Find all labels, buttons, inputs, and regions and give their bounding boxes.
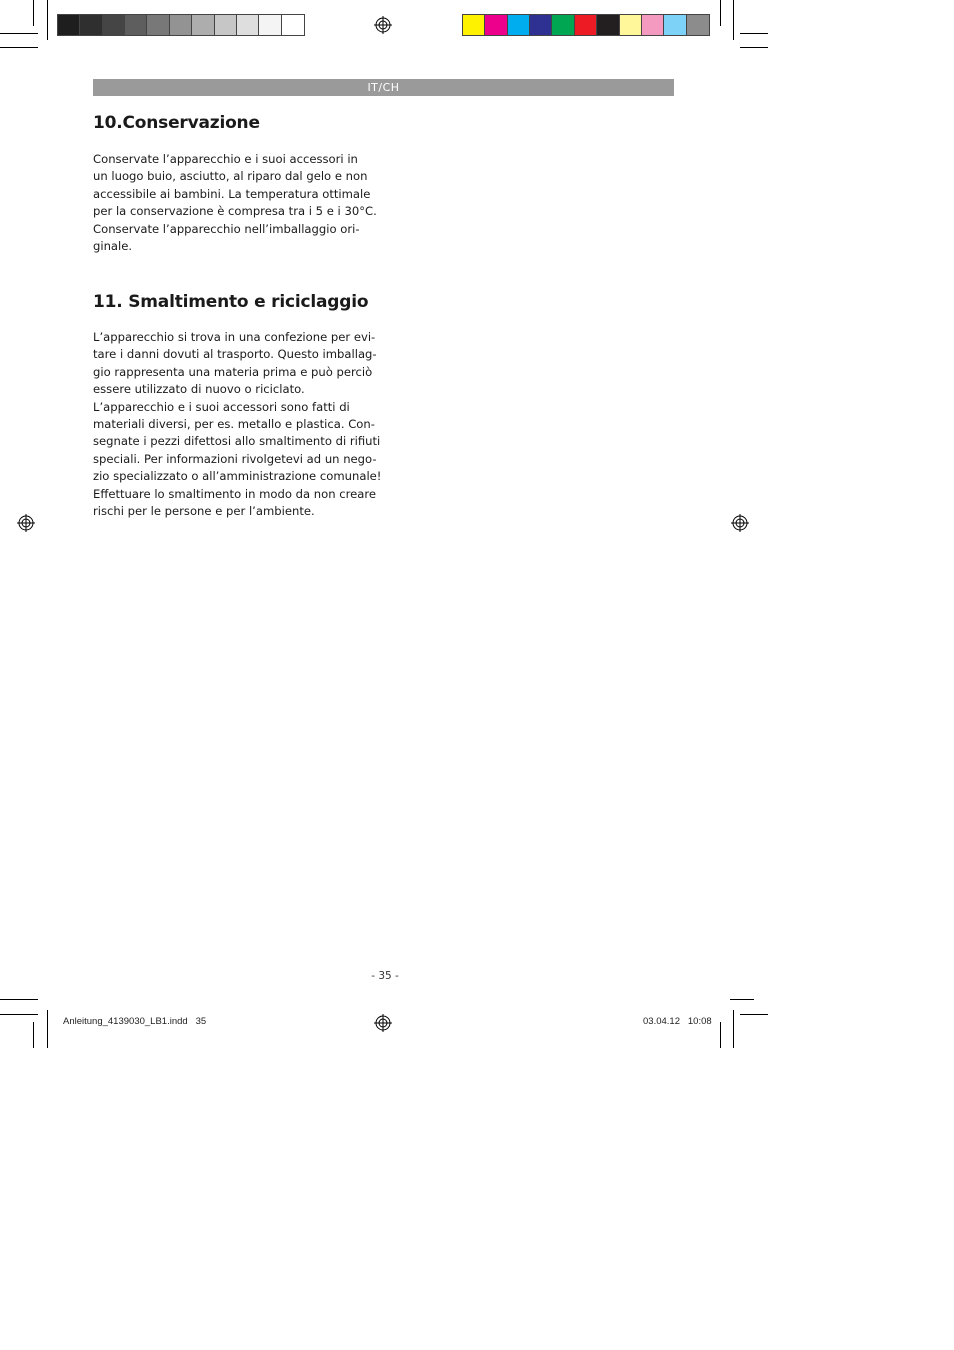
color-swatch [80, 15, 102, 35]
registration-mark-icon [731, 514, 749, 532]
color-swatch [259, 15, 281, 35]
color-swatch [664, 15, 686, 35]
color-swatch [597, 15, 619, 35]
text-line: un luogo buio, asciutto, al riparo dal gelo e non [93, 169, 368, 184]
color-swatch [642, 15, 664, 35]
text-line: L’apparecchio e i suoi accessori sono fatti di [93, 399, 350, 414]
crop-mark [33, 0, 34, 26]
color-swatch [170, 15, 192, 35]
text-line: speciali. Per informazioni rivolgetevi ad un nego- [93, 451, 377, 466]
crop-mark [740, 47, 768, 48]
process-colorbar [462, 14, 710, 36]
text-line: L’apparecchio si trova in una confezione per evi- [93, 330, 376, 344]
text-line: segnate i pezzi difettosi allo smaltimento di rifiuti [93, 434, 381, 449]
slug-filename: Anleitung_4139030_LB1.indd 35 [63, 1016, 207, 1027]
crop-mark [0, 33, 38, 34]
crop-mark [47, 1010, 48, 1048]
crop-mark [33, 1022, 34, 1048]
gray-ramp-colorbar [57, 14, 305, 36]
slug-datetime: 03.04.12 10:08 [643, 1016, 712, 1027]
color-swatch [215, 15, 237, 35]
crop-mark [0, 999, 38, 1000]
section-body-smaltimento [93, 329, 382, 520]
page-number: - 35 - [371, 970, 399, 982]
color-swatch [552, 15, 574, 35]
crop-mark [730, 999, 754, 1000]
color-swatch [575, 15, 597, 35]
color-swatch [103, 15, 125, 35]
text-line: essere utilizzato di nuovo o riciclato. [93, 382, 305, 397]
language-header-band: IT/CH [93, 79, 674, 96]
color-swatch [620, 15, 642, 35]
text-line: ginale. [93, 239, 133, 254]
color-swatch [58, 15, 80, 35]
section-heading-smaltimento: 11. Smaltimento e riciclaggio [93, 292, 369, 312]
color-swatch [463, 15, 485, 35]
section-body-conservazione [93, 151, 378, 255]
text-line: accessibile ai bambini. La temperatura ottimale [93, 186, 371, 201]
text-line: Effettuare lo smaltimento in modo da non creare [93, 486, 377, 501]
crop-mark [733, 0, 734, 40]
text-line: materiali diversi, per es. metallo e plastica. Con- [93, 417, 375, 432]
registration-mark-icon [374, 1014, 392, 1032]
crop-mark [733, 1010, 734, 1048]
color-swatch [485, 15, 507, 35]
text-line: tare i danni dovuti al trasporto. Questo imballag- [93, 347, 377, 362]
text-line: gio rappresenta una materia prima e può perciò [93, 364, 373, 379]
color-swatch [687, 15, 709, 35]
registration-mark-icon [17, 514, 35, 532]
crop-mark [720, 1022, 721, 1048]
text-line: per la conservazione è compresa tra i 5 e i 30°C. [93, 204, 377, 219]
crop-mark [720, 0, 721, 26]
crop-mark [0, 47, 38, 48]
crop-mark [0, 1014, 38, 1015]
color-swatch [147, 15, 169, 35]
text-line: Conservate l’apparecchio nell’imballaggio ori- [93, 221, 360, 236]
color-swatch [237, 15, 259, 35]
color-swatch [508, 15, 530, 35]
color-swatch [125, 15, 147, 35]
text-line: Conservate l’apparecchio e i suoi accessori in [93, 152, 358, 166]
color-swatch [282, 15, 304, 35]
crop-mark [740, 1014, 768, 1015]
text-line: zio specializzato o all’amministrazione comunale! [93, 469, 382, 484]
section-heading-conservazione: 10.Conservazione [93, 113, 260, 133]
color-swatch [530, 15, 552, 35]
crop-mark [47, 0, 48, 40]
text-line: rischi per le persone e per l’ambiente. [93, 504, 315, 519]
crop-mark [740, 33, 768, 34]
registration-mark-icon [374, 16, 392, 34]
color-swatch [192, 15, 214, 35]
